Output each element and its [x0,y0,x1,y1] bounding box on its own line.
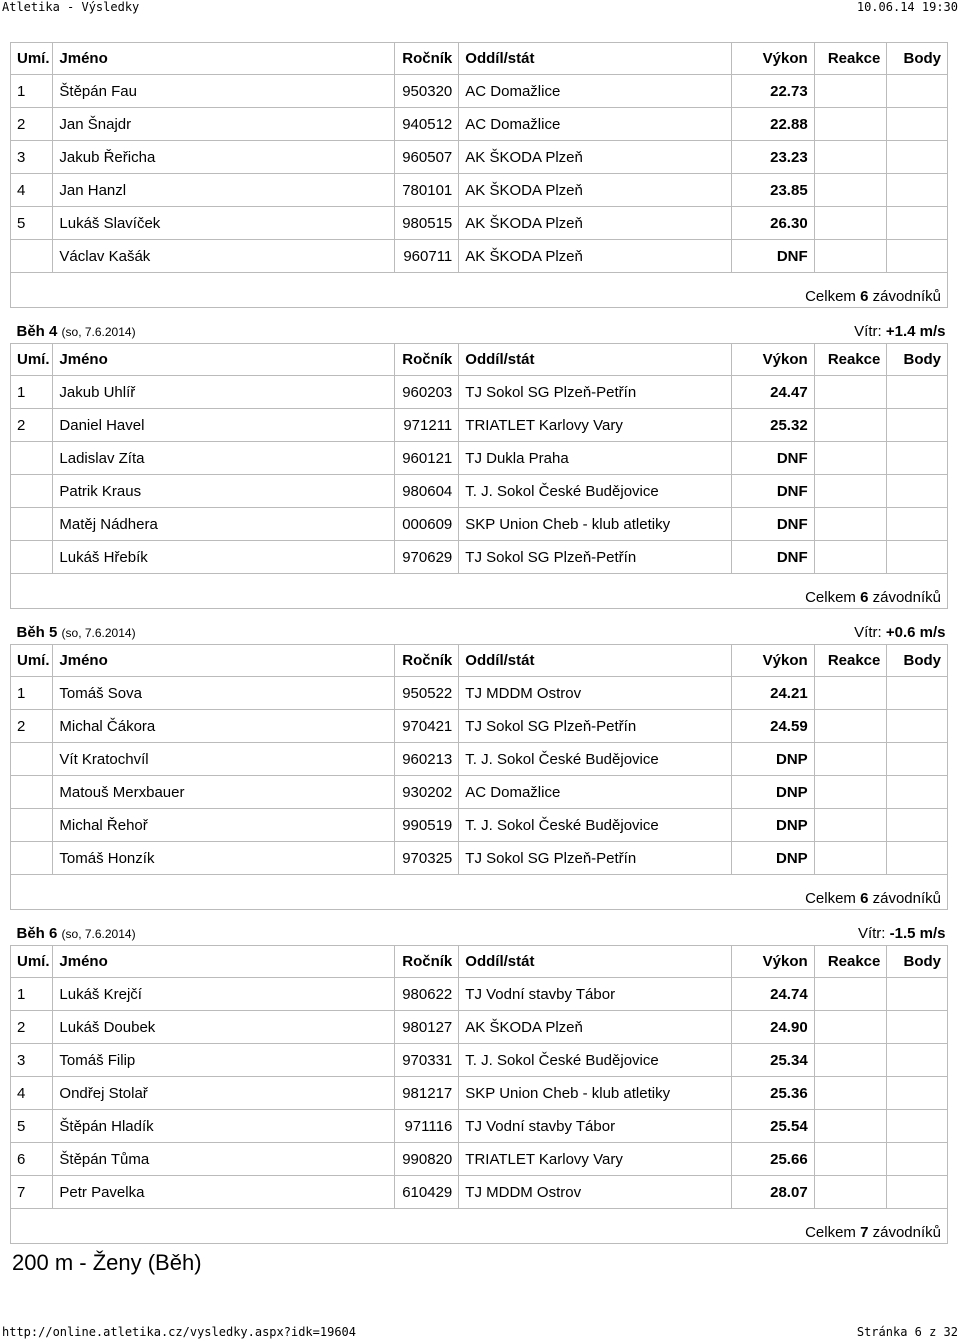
athlete-reaction [814,376,887,409]
athlete-name: Lukáš Doubek [53,1011,394,1044]
column-header-year: Ročník [394,645,459,677]
athlete-reaction [814,541,887,574]
athlete-reaction [814,174,887,207]
wind-label: Vítr: [857,925,886,942]
athlete-reaction [814,240,887,273]
athlete-place [11,508,53,541]
athlete-result: DNF [731,541,814,574]
athlete-result: 25.34 [731,1044,814,1077]
athlete-club: SKP Union Cheb - klub atletiky [459,1077,732,1110]
athlete-place: 7 [11,1176,53,1209]
athlete-result: 26.30 [731,207,814,240]
athlete-club: TJ Vodní stavby Tábor [459,1110,732,1143]
athlete-points [887,541,948,574]
column-header-name: Jméno [53,344,394,376]
column-header-year: Ročník [394,946,459,978]
table-row [11,75,948,108]
athlete-result: 25.66 [731,1143,814,1176]
column-header-points: Body [887,645,948,677]
athlete-place: 4 [11,1077,53,1110]
athlete-points [887,842,948,875]
column-header-year: Ročník [394,43,459,75]
athlete-points [887,1077,948,1110]
athlete-reaction [814,475,887,508]
athlete-place [11,240,53,273]
athlete-points [887,710,948,743]
athlete-points [887,108,948,141]
athlete-place: 1 [11,978,53,1011]
athlete-year: 950320 [394,75,459,108]
column-header-row [11,43,948,75]
athlete-club: TJ MDDM Ostrov [459,677,732,710]
heat-header [11,910,948,946]
wind-label: Vítr: [854,624,882,641]
column-header-name: Jméno [53,645,394,677]
column-header-row [11,645,948,677]
heat-total [11,875,948,910]
athlete-year: 970325 [394,842,459,875]
column-header-reaction: Reakce [814,43,887,75]
athlete-result: DNP [731,809,814,842]
heat-header [11,308,948,344]
athlete-points [887,1011,948,1044]
wind-value: -1.5 m/s [889,925,946,942]
column-header-name: Jméno [53,43,394,75]
heat-total [11,1209,948,1244]
athlete-year: 960711 [394,240,459,273]
results-table [10,42,948,1244]
athlete-points [887,442,948,475]
table-row [11,1176,948,1209]
athlete-reaction [814,677,887,710]
athlete-reaction [814,1143,887,1176]
athlete-result: 24.74 [731,978,814,1011]
heat-total-row [11,875,948,910]
athlete-points [887,75,948,108]
athlete-name: Štěpán Fau [53,75,394,108]
athlete-club: AC Domažlice [459,776,732,809]
athlete-points [887,508,948,541]
heat-header [11,609,948,645]
athlete-year: 780101 [394,174,459,207]
athlete-name: Tomáš Filip [53,1044,394,1077]
athlete-year: 960203 [394,376,459,409]
athlete-year: 990519 [394,809,459,842]
heat-wind [854,624,945,641]
athlete-place [11,743,53,776]
column-header-result: Výkon [731,645,814,677]
wind-value: +1.4 m/s [885,323,946,340]
athlete-points [887,1044,948,1077]
next-section-title: 200 m - Ženy (Běh) [12,1250,202,1275]
athlete-points [887,1176,948,1209]
athlete-result: DNP [731,776,814,809]
athlete-reaction [814,1176,887,1209]
total-label: Celkem [805,1224,856,1241]
athlete-year: 940512 [394,108,459,141]
total-suffix: závodníků [872,1224,941,1241]
athlete-year: 930202 [394,776,459,809]
table-row [11,141,948,174]
athlete-name: Matouš Merxbauer [53,776,394,809]
athlete-club: AK ŠKODA Plzeň [459,141,732,174]
table-row [11,541,948,574]
athlete-points [887,475,948,508]
total-suffix: závodníků [872,589,941,606]
table-row [11,776,948,809]
athlete-reaction [814,108,887,141]
athlete-club: AK ŠKODA Plzeň [459,207,732,240]
table-row [11,677,948,710]
athlete-place [11,442,53,475]
heat-total-row [11,273,948,308]
athlete-points [887,677,948,710]
athlete-club: AK ŠKODA Plzeň [459,1011,732,1044]
column-header-name: Jméno [53,946,394,978]
athlete-name: Lukáš Hřebík [53,541,394,574]
athlete-year: 000609 [394,508,459,541]
athlete-club: TJ Vodní stavby Tábor [459,978,732,1011]
athlete-result: DNP [731,743,814,776]
athlete-club: T. J. Sokol České Budějovice [459,809,732,842]
table-row [11,978,948,1011]
heat-total [11,273,948,308]
athlete-result: DNF [731,442,814,475]
athlete-year: 610429 [394,1176,459,1209]
heat-date: (so, 7.6.2014) [61,626,136,640]
athlete-result: 24.47 [731,376,814,409]
athlete-year: 980604 [394,475,459,508]
athlete-year: 970629 [394,541,459,574]
athlete-reaction [814,409,887,442]
athlete-points [887,743,948,776]
table-row [11,1077,948,1110]
heat-wind [854,323,945,340]
page-footer-pagenum: Stránka 6 z 32 [856,1325,958,1339]
athlete-result: DNF [731,475,814,508]
athlete-reaction [814,776,887,809]
column-header-points: Body [887,43,948,75]
total-count: 6 [860,288,869,305]
total-count: 6 [860,589,869,606]
athlete-club: T. J. Sokol České Budějovice [459,743,732,776]
athlete-place: 2 [11,710,53,743]
athlete-points [887,409,948,442]
athlete-club: TJ Sokol SG Plzeň-Petřín [459,710,732,743]
total-label: Celkem [805,589,856,606]
athlete-reaction [814,508,887,541]
athlete-club: TJ Sokol SG Plzeň-Petřín [459,376,732,409]
athlete-name: Jan Šnajdr [53,108,394,141]
athlete-points [887,174,948,207]
athlete-year: 970421 [394,710,459,743]
column-header-points: Body [887,946,948,978]
heat-name: Běh 5 [16,624,58,641]
athlete-year: 970331 [394,1044,459,1077]
athlete-reaction [814,1011,887,1044]
athlete-year: 971116 [394,1110,459,1143]
athlete-name: Lukáš Slavíček [53,207,394,240]
athlete-place: 4 [11,174,53,207]
heat-date: (so, 7.6.2014) [61,325,136,339]
table-row [11,1011,948,1044]
athlete-name: Jakub Uhlíř [53,376,394,409]
athlete-place: 3 [11,141,53,174]
heat-total [11,574,948,609]
athlete-place: 1 [11,376,53,409]
athlete-place: 1 [11,75,53,108]
athlete-club: AC Domažlice [459,108,732,141]
column-header-reaction: Reakce [814,645,887,677]
athlete-points [887,776,948,809]
table-row [11,442,948,475]
table-row [11,1143,948,1176]
total-suffix: závodníků [872,288,941,305]
athlete-club: SKP Union Cheb - klub atletiky [459,508,732,541]
athlete-name: Jakub Řeřicha [53,141,394,174]
column-header-result: Výkon [731,43,814,75]
athlete-place: 2 [11,108,53,141]
column-header-place: Umí. [11,645,53,677]
athlete-club: TJ MDDM Ostrov [459,1176,732,1209]
athlete-result: DNF [731,508,814,541]
column-header-result: Výkon [731,344,814,376]
athlete-points [887,376,948,409]
column-header-club: Oddíl/stát [459,645,732,677]
athlete-place [11,541,53,574]
athlete-result: 24.59 [731,710,814,743]
total-label: Celkem [805,890,856,907]
table-row [11,842,948,875]
results-content [10,42,948,1276]
athlete-points [887,240,948,273]
athlete-year: 980622 [394,978,459,1011]
athlete-reaction [814,978,887,1011]
athlete-points [887,141,948,174]
athlete-name: Štěpán Tůma [53,1143,394,1176]
athlete-reaction [814,1077,887,1110]
athlete-place: 2 [11,409,53,442]
athlete-name: Vít Kratochvíl [53,743,394,776]
athlete-club: TRIATLET Karlovy Vary [459,1143,732,1176]
column-header-place: Umí. [11,43,53,75]
athlete-result: 24.21 [731,677,814,710]
athlete-points [887,1143,948,1176]
table-row [11,1044,948,1077]
column-header-place: Umí. [11,344,53,376]
athlete-place [11,809,53,842]
athlete-name: Daniel Havel [53,409,394,442]
athlete-result: DNP [731,842,814,875]
athlete-result: 22.73 [731,75,814,108]
table-row [11,743,948,776]
heat-total-row [11,1209,948,1244]
table-row [11,809,948,842]
athlete-reaction [814,442,887,475]
athlete-year: 990820 [394,1143,459,1176]
athlete-points [887,809,948,842]
table-row [11,174,948,207]
athlete-year: 980515 [394,207,459,240]
page-footer-url[interactable]: http://online.atletika.cz/vysledky.aspx?idk=19604 [2,1325,357,1339]
wind-value: +0.6 m/s [885,624,946,641]
athlete-reaction [814,141,887,174]
athlete-name: Václav Kašák [53,240,394,273]
column-header-club: Oddíl/stát [459,43,732,75]
total-suffix: závodníků [872,890,941,907]
column-header-points: Body [887,344,948,376]
athlete-club: AK ŠKODA Plzeň [459,174,732,207]
table-row [11,409,948,442]
athlete-result: 22.88 [731,108,814,141]
athlete-year: 981217 [394,1077,459,1110]
column-header-result: Výkon [731,946,814,978]
athlete-club: TJ Sokol SG Plzeň-Petřín [459,541,732,574]
athlete-name: Ondřej Stolař [53,1077,394,1110]
heat-header-cell [11,910,948,946]
athlete-result: 25.32 [731,409,814,442]
athlete-result: 25.36 [731,1077,814,1110]
athlete-reaction [814,842,887,875]
athlete-name: Ladislav Zíta [53,442,394,475]
table-row [11,240,948,273]
column-header-club: Oddíl/stát [459,946,732,978]
column-header-place: Umí. [11,946,53,978]
athlete-points [887,207,948,240]
column-header-reaction: Reakce [814,946,887,978]
athlete-reaction [814,75,887,108]
athlete-place [11,776,53,809]
athlete-name: Tomáš Sova [53,677,394,710]
athlete-result: DNF [731,240,814,273]
athlete-place: 3 [11,1044,53,1077]
table-row [11,207,948,240]
athlete-result: 28.07 [731,1176,814,1209]
athlete-name: Petr Pavelka [53,1176,394,1209]
athlete-year: 950522 [394,677,459,710]
athlete-place: 2 [11,1011,53,1044]
athlete-club: AK ŠKODA Plzeň [459,240,732,273]
athlete-points [887,1110,948,1143]
athlete-name: Lukáš Krejčí [53,978,394,1011]
heat-name: Běh 4 [16,323,58,340]
athlete-place: 1 [11,677,53,710]
athlete-result: 23.23 [731,141,814,174]
athlete-year: 960507 [394,141,459,174]
column-header-reaction: Reakce [814,344,887,376]
athlete-club: T. J. Sokol České Budějovice [459,475,732,508]
athlete-year: 971211 [394,409,459,442]
athlete-year: 960213 [394,743,459,776]
athlete-place [11,475,53,508]
heat-date: (so, 7.6.2014) [61,927,136,941]
table-row [11,1110,948,1143]
athlete-place: 6 [11,1143,53,1176]
column-header-club: Oddíl/stát [459,344,732,376]
table-row [11,376,948,409]
athlete-club: TJ Dukla Praha [459,442,732,475]
athlete-name: Michal Řehoř [53,809,394,842]
athlete-club: T. J. Sokol České Budějovice [459,1044,732,1077]
athlete-year: 960121 [394,442,459,475]
table-row [11,710,948,743]
athlete-result: 24.90 [731,1011,814,1044]
athlete-reaction [814,207,887,240]
heat-total-row [11,574,948,609]
wind-label: Vítr: [854,323,882,340]
athlete-reaction [814,710,887,743]
athlete-name: Štěpán Hladík [53,1110,394,1143]
column-header-row [11,344,948,376]
athlete-club: TJ Sokol SG Plzeň-Petřín [459,842,732,875]
athlete-reaction [814,809,887,842]
page-header-datetime: 10.06.14 19:30 [856,0,958,14]
column-header-row [11,946,948,978]
athlete-club: AC Domažlice [459,75,732,108]
athlete-result: 25.54 [731,1110,814,1143]
athlete-name: Michal Čákora [53,710,394,743]
athlete-reaction [814,1044,887,1077]
table-row [11,508,948,541]
athlete-place: 5 [11,207,53,240]
heat-wind [858,925,946,942]
total-label: Celkem [805,288,856,305]
athlete-reaction [814,1110,887,1143]
athlete-reaction [814,743,887,776]
athlete-name: Matěj Nádhera [53,508,394,541]
athlete-place: 5 [11,1110,53,1143]
total-count: 7 [860,1224,869,1241]
athlete-year: 980127 [394,1011,459,1044]
athlete-place [11,842,53,875]
athlete-points [887,978,948,1011]
page-header-title: Atletika - Výsledky [2,0,140,14]
athlete-name: Patrik Kraus [53,475,394,508]
athlete-club: TRIATLET Karlovy Vary [459,409,732,442]
table-row [11,108,948,141]
table-row [11,475,948,508]
athlete-result: 23.85 [731,174,814,207]
heat-name: Běh 6 [16,925,58,942]
total-count: 6 [860,890,869,907]
heat-header-cell [11,609,948,645]
athlete-name: Jan Hanzl [53,174,394,207]
athlete-name: Tomáš Honzík [53,842,394,875]
column-header-year: Ročník [394,344,459,376]
heat-header-cell [11,308,948,344]
